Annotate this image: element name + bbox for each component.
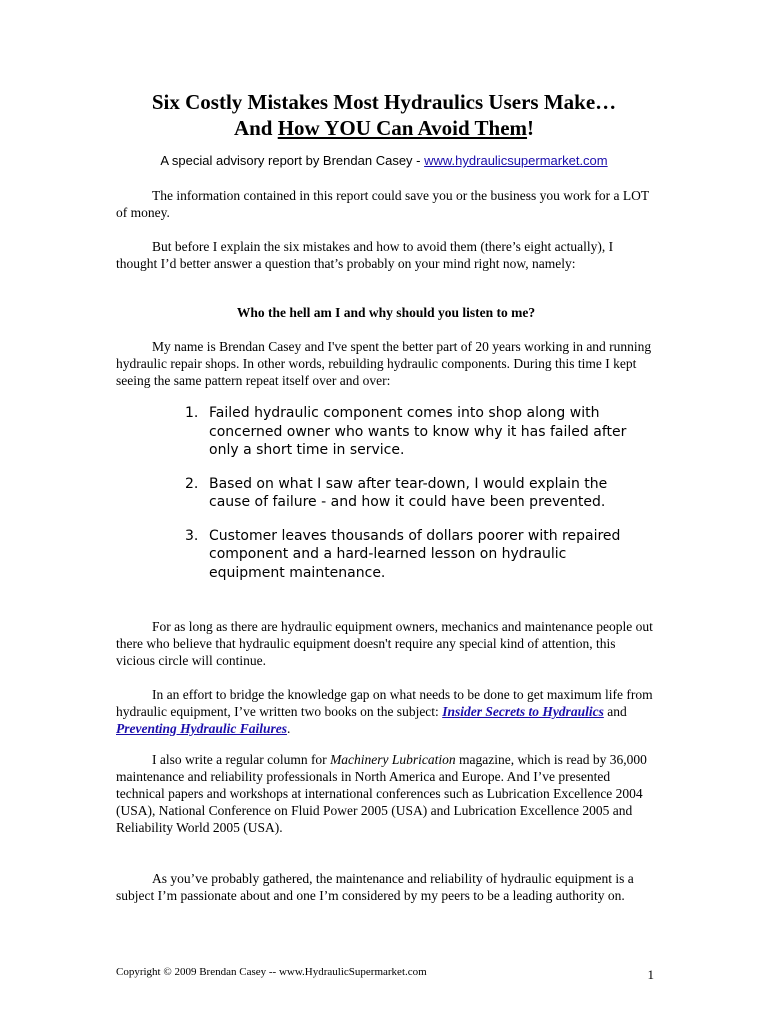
explain-paragraph: But before I explain the six mistakes and how to avoid them (there’s eight actually), I thought I’d better answer a question that’s probably on your mind right now, namely:: [116, 239, 614, 271]
pattern-list: [185, 404, 645, 597]
subtitle-text: A special advisory report by Brendan Casey -: [160, 153, 425, 168]
title-prefix: And: [233, 116, 278, 140]
title-line-1: Six Costly Mistakes Most Hydraulics Users Make…: [151, 90, 617, 114]
books-paragraph: [116, 686, 656, 737]
website-link[interactable]: www.hydraulicsupermarket.com: [424, 153, 608, 168]
footer-copyright: Copyright © 2009 Brendan Casey -- www.HydraulicSupermarket.com: [116, 966, 427, 978]
list-item: [185, 404, 645, 460]
books-end: .: [287, 721, 291, 736]
section-heading: Who the hell am I and why should you listen to me?: [236, 305, 536, 320]
column-rest: magazine, which is read by 36,000 maintenance and reliability professionals in North America and Europe. And I’ve presented technical papers and workshops at international conferences such as Lubrication Excellence 2004 (USA), National Conference on Fluid Power 2005 (USA) and Lubrication Excellence 2005 and Reliability World 2005 (USA).: [116, 752, 647, 835]
list-item-number: 1.: [185, 405, 199, 421]
circle-paragraph: For as long as there are hydraulic equipment owners, mechanics and maintenance people out there who believe that hydraulic equipment doesn't require any special kind of attention, this vicious circle will continue.: [116, 619, 653, 668]
column-prefix: I also write a regular column for: [152, 752, 331, 767]
list-item-text: Failed hydraulic component comes into shop along with concerned owner who wants to know why it has failed after only a short time in service.: [209, 405, 627, 458]
list-item: [185, 527, 645, 583]
intro-paragraph: The information contained in this report could save you or the business you work for a LOT of money.: [116, 188, 649, 220]
page-number: 1: [647, 967, 654, 982]
column-paragraph: [116, 751, 656, 836]
books-and: and: [603, 704, 627, 719]
book-link-preventing-failures[interactable]: Preventing Hydraulic Failures: [116, 721, 288, 736]
list-item: [185, 475, 645, 512]
list-item-number: 3.: [185, 527, 199, 544]
list-item-text: Based on what I saw after tear-down, I would explain the cause of failure - and how it could have been prevented.: [209, 475, 608, 510]
authority-paragraph: As you’ve probably gathered, the maintenance and reliability of hydraulic equipment is a subject I’m passionate about and one I’m considered by my peers to be a leading authority on.: [116, 871, 634, 903]
title-line-2: [0, 115, 768, 141]
title-suffix: !: [527, 116, 535, 140]
book-link-insider-secrets[interactable]: Insider Secrets to Hydraulics: [442, 704, 604, 719]
books-text: In an effort to bridge the knowledge gap on what needs to be done to get maximum life from hydraulic equipment, I’ve written two books on the subject:: [116, 687, 653, 719]
magazine-name: Machinery Lubrication: [330, 752, 456, 767]
bio-paragraph: My name is Brendan Casey and I've spent the better part of 20 years working in and running hydraulic repair shops. In other words, rebuilding hydraulic components. During this time I kept seeing the same pattern repeat itself over and over:: [116, 339, 652, 388]
list-item-number: 2.: [185, 475, 199, 492]
list-item-text: Customer leaves thousands of dollars poorer with repaired component and a hard-learned lesson on hydraulic equipment maintenance.: [209, 527, 621, 581]
subtitle: [0, 152, 768, 170]
title-emphasis: How YOU Can Avoid Them: [277, 116, 528, 140]
